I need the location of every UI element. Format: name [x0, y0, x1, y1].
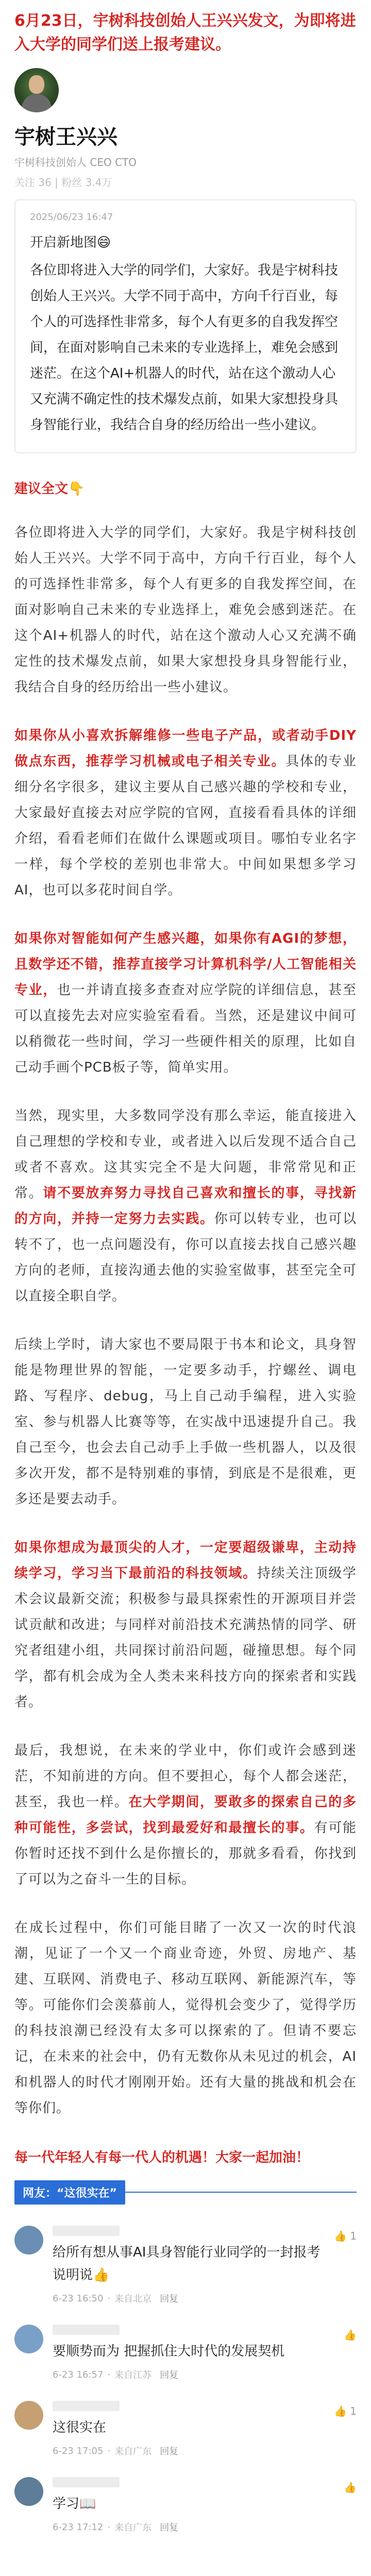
comment-avatar[interactable]: [14, 2226, 43, 2255]
comment-item: [14, 2389, 357, 2466]
paragraph-ai-highlight: 如果你对智能如何产生感兴趣，如果你有AGI的梦想，且数学还不错，推荐直接学习计算机科学/人工智能相关专业，: [14, 931, 357, 998]
comment-username-redacted[interactable]: [53, 2401, 120, 2411]
paragraph-final-highlight: 在大学期间，要敢多的探索自己的多种可能性，多尝试，找到最爱好和最擅长的事。: [14, 1794, 357, 1836]
paragraph-top-talent: [14, 1535, 357, 1715]
author-name[interactable]: 宇树王兴兴: [14, 125, 117, 149]
comment-like-button[interactable]: [326, 2401, 357, 2458]
paragraph-top-talent-rest: 持续关注顶级学术会议最新交流；积极参与最具探索性的开源项目并尝试贡献和改进；与同样对前沿技术充满热情的同学、研究者组建小组，共同探讨前沿问题，碰撞思想。每个同学，都有机会成为全人类未来科技方向的探索者和实践者。: [14, 1566, 357, 1710]
author-title: 宇树科技创始人 CEO CTO: [14, 156, 137, 168]
comment-like-count: 1: [350, 2405, 357, 2417]
thumbs-up-icon: 👍: [334, 2405, 347, 2417]
author-card[interactable]: [14, 68, 357, 189]
author-avatar[interactable]: [14, 68, 59, 112]
weibo-post-box: [14, 199, 357, 453]
comment-item: [14, 2214, 357, 2313]
comment-main: [53, 2477, 326, 2534]
section-title: 建议全文👇: [14, 481, 85, 497]
meta-separator: ·: [107, 2369, 111, 2380]
article-body: [0, 520, 371, 2166]
comment-like-button[interactable]: [326, 2477, 357, 2534]
comment-like-button[interactable]: [326, 2226, 357, 2305]
comment-date: 6-23 17:05: [53, 2445, 104, 2456]
comment-location: 来自广东: [114, 2522, 152, 2533]
headline: 6月23日，宇树科技创始人王兴兴发文，为即将进入大学的同学们送上报考建议。: [14, 12, 356, 54]
paragraph-practice: 后续上学时，请大家也不要局限于书本和论文，具身智能是物理世界的智能，一定要多动手，拧螺丝、调电路、写程序、debug，马上自己动手编程，进入实验室、参与机器人比赛等等，在实战中迅速提升自己。我自己至今，也会去自己动手上手做一些机器人，以及很多次开发，都不是特别难的事情，到底是不是很难，更多还是要去动手。: [14, 1337, 357, 1507]
comment-reply-button[interactable]: 回复: [160, 2522, 179, 2533]
comment-meta: [53, 2520, 326, 2534]
comment-main: [53, 2325, 326, 2381]
paragraph-mechanical: [14, 723, 357, 903]
comment-reply-button[interactable]: 回复: [160, 2294, 179, 2304]
comment-meta: [53, 2444, 326, 2458]
comment-date: 6-23 16:50: [53, 2293, 104, 2304]
paragraph-top-talent-highlight: 如果你想成为最顶尖的人才，一定要超级谦卑，主动持续学习，学习当下最前沿的科技领域。: [14, 1540, 357, 1581]
paragraph-era: 在成长过程中，你们可能目睹了一次又一次的时代浪潮，见证了一个又一个商业奇迹，外贸、房地产、基建、互联网、消费电子、移动互联网、新能源汽车，等等。可能你们会羡慕前人，觉得机会变少了，觉得学历的科技浪潮已经没有太多可以探索的了。但请不要忘记，在未来的社会中，仍有无数你从未见过的机会，AI和机器人的时代才刚刚开始。还有大量的挑战和机会在等你们。: [14, 1920, 357, 2116]
comment-text: 这很实在: [53, 2420, 107, 2435]
paragraph-mechanical-rest: 具体的专业细分名字很多，建议主要从自己感兴趣的学校和专业，大家最好直接去对应学院的官网，直接看看具体的详细介绍，看看老师们在做什么课题或项目。哪怕专业名字一样，每个学校的差别也非常大。中间如果想多学习AI，也可以多花时间自学。: [14, 754, 357, 898]
closing-line: 每一代年轻人有每一代人的机遇！大家一起加油！: [14, 2150, 310, 2165]
comment-username-redacted[interactable]: [53, 2226, 120, 2236]
comment-like-button[interactable]: [326, 2325, 357, 2381]
comment-reply-button[interactable]: 回复: [160, 2370, 179, 2381]
comment-avatar[interactable]: [14, 2477, 43, 2506]
avatar-face: [29, 75, 44, 94]
meta-separator: ·: [107, 2445, 111, 2456]
netizen-section-header: [14, 2180, 357, 2204]
paragraph-final-a: 最后，我想说，在未来的学业中，你们或许会感到迷茫，不知前进的方向。但不要担心，每个人都会迷茫，甚至，我也一样。: [14, 1743, 357, 1810]
thumbs-up-icon: 👍: [344, 2329, 357, 2341]
paragraph-ai-rest: 也一并请直接多查查对应学院的详细信息，甚至可以直接先去对应实验室看看。当然，还是建议中间可以稍微花一些时间，学习一些硬件相关的原理，比如自己动手画个PCB板子等，简单实用。: [14, 982, 357, 1075]
netizen-tag: 网友：“这很实在”: [14, 2180, 125, 2205]
thumbs-up-icon: 👍: [344, 2481, 357, 2494]
paragraph-mechanical-highlight: 如果你从小喜欢拆解维修一些电子产品，或者动手DIY做点东西，推荐学习机械或电子相关专业。: [14, 728, 357, 769]
comment-text: 给所有想从事AI具身智能行业同学的一封报考说明说👍: [53, 2245, 321, 2283]
meta-separator: ·: [107, 2293, 111, 2304]
comment-username-redacted[interactable]: [53, 2325, 120, 2335]
paragraph-final-b: 有可能你暂时还找不到什么是你擅长的，那就多看看，你找到了可以为之奋斗一生的目标。: [14, 1820, 357, 1887]
comment-text: 要顺势而为 把握抓住大时代的发展契机: [53, 2344, 285, 2359]
post-text: 各位即将进入大学的同学们，大家好。我是宇树科技创始人王兴兴。大学不同于高中，方向千行百业，每个人的可选择性非常多，每个人有更多的自我发挥空间，在面对影响自己未来的专业选择上，难免会感到迷茫。在这个AI+机器人的时代，站在这个激动人心又充满不确定性的技术爆发点前，如果大家想投身具身智能行业，我结合自身的经历给出一些小建议。: [30, 263, 339, 433]
paragraph-reality-highlight: 请不要放弃努力寻找自己喜欢和擅长的事，寻找新的方向，并持一定努力去实践。: [14, 1185, 357, 1227]
comment-location: 来自北京: [114, 2294, 152, 2304]
comment-list: [14, 2214, 357, 2542]
post-date: 2025/06/23 16:47: [30, 212, 113, 223]
comment-date: 6-23 17:12: [53, 2521, 104, 2533]
paragraph-final-words: [14, 1738, 357, 1892]
comment-like-count: 1: [350, 2230, 357, 2242]
paragraph-reality-b: 你可以转专业，也可以转不了，也一点问题没有，你可以直接去找自己感兴趣方向的老师，直接沟通去他的实验室做事，甚至完全可以直接全职自学。: [14, 1211, 357, 1304]
comment-text: 学习📖: [53, 2496, 96, 2512]
paragraph-reality: [14, 1103, 357, 1309]
comment-item: [14, 2466, 357, 2542]
paragraph-intro: 各位即将进入大学的同学们，大家好。我是宇树科技创始人王兴兴。大学不同于高中，方向千行百业，每个人的可选择性非常多，每个人有更多的自我发挥空间，在面对影响自己未来的专业选择上，难免会感到迷茫。在这个AI+机器人的时代，站在这个激动人心又充满不确定性的技术爆发点前，如果大家想投身具身智能行业，我结合自身的经历给出一些小建议。: [14, 525, 357, 695]
comment-reply-button[interactable]: 回复: [160, 2446, 179, 2457]
comment-meta: [53, 2368, 326, 2381]
thumbs-up-icon: 👍: [334, 2230, 347, 2242]
comment-username-redacted[interactable]: [53, 2477, 120, 2487]
paragraph-ai: [14, 926, 357, 1080]
comment-item: [14, 2313, 357, 2389]
comment-location: 来自江苏: [114, 2370, 152, 2381]
author-stats: 关注 36 | 粉丝 3.4万: [14, 176, 112, 189]
comment-main: [53, 2226, 326, 2305]
comment-meta: [53, 2292, 326, 2305]
post-greeting: 开启新地图😄: [30, 235, 111, 250]
paragraph-reality-a: 当然，现实里，大多数同学没有那么幸运，能直接进入自己理想的学校和专业，或者进入以后发现不适合自己或者不喜欢。这其实完全不是大问题，非常常见和正常。: [14, 1108, 357, 1201]
avatar-body: [22, 94, 52, 112]
comment-avatar[interactable]: [14, 2401, 43, 2430]
post-body: [30, 230, 341, 438]
comment-date: 6-23 16:57: [53, 2369, 104, 2380]
meta-separator: ·: [107, 2521, 111, 2533]
comment-avatar[interactable]: [14, 2325, 43, 2353]
comment-main: [53, 2401, 326, 2458]
comment-location: 来自广东: [114, 2446, 152, 2457]
